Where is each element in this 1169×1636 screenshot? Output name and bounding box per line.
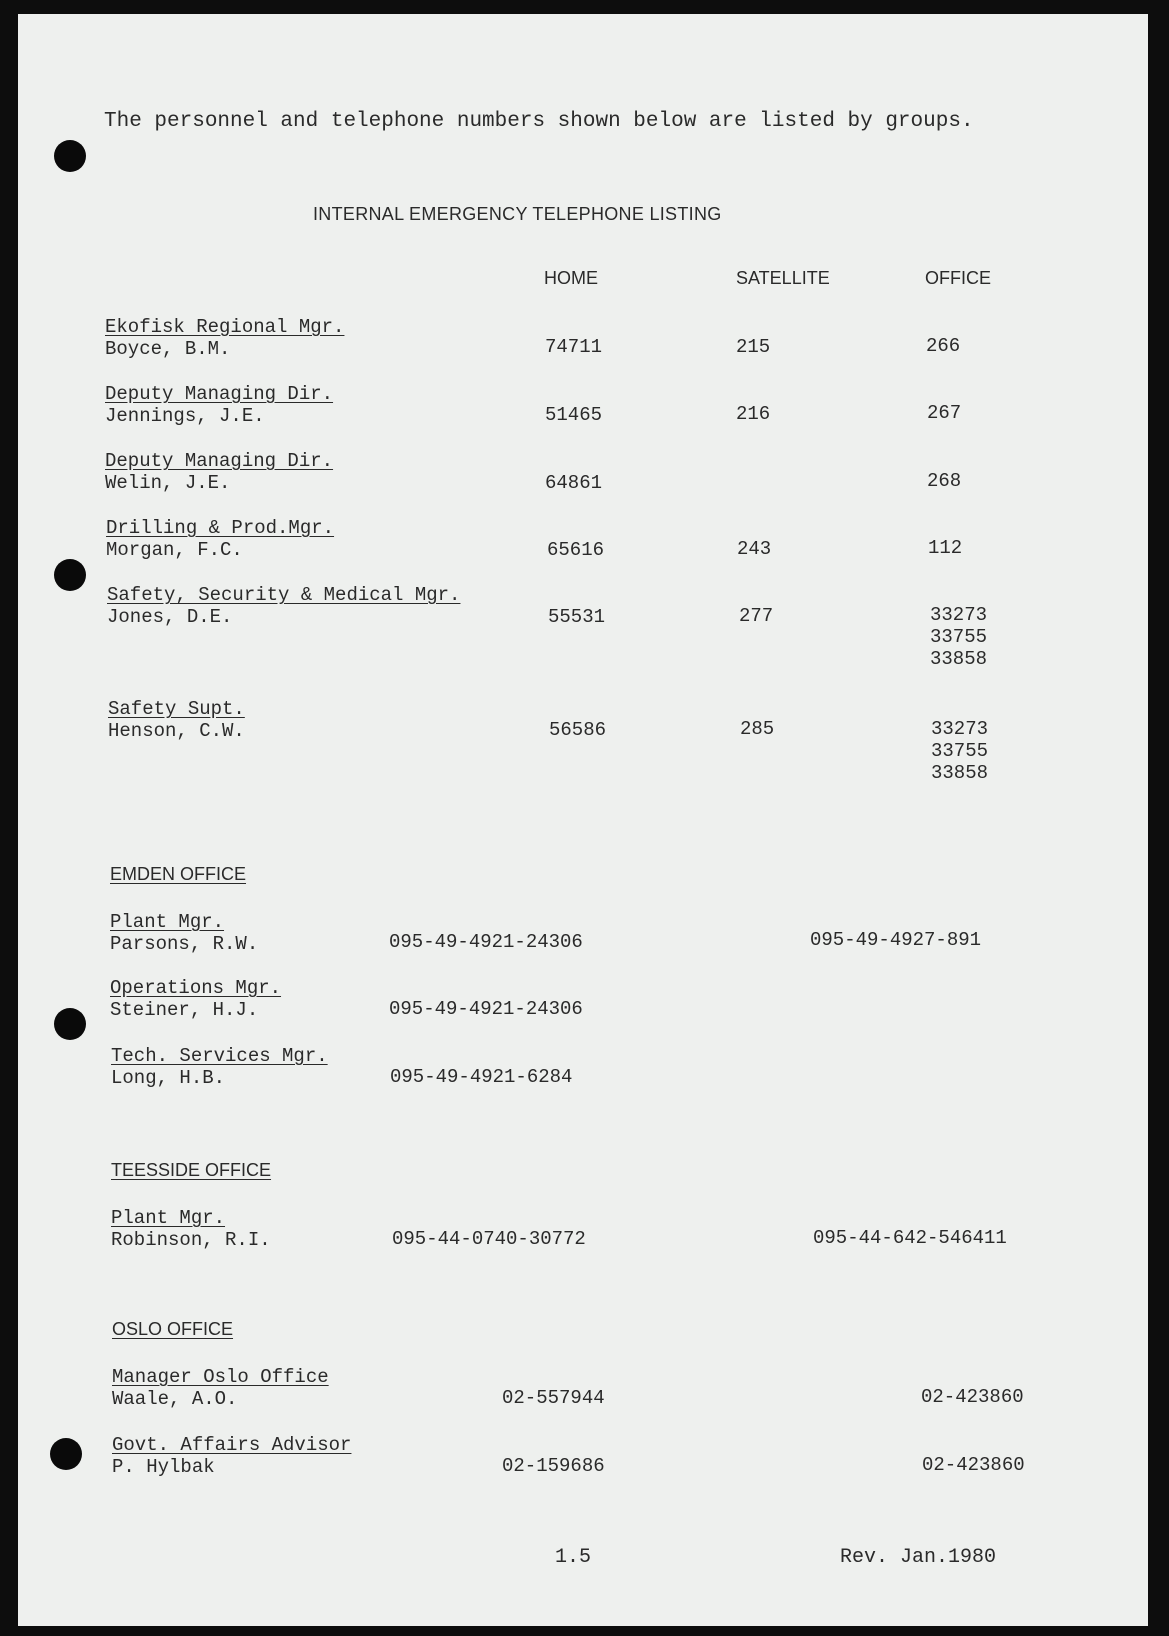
revision-date: Rev. Jan.1980 <box>840 1546 997 1569</box>
entry-name: Henson, C.W. <box>108 720 245 742</box>
entry-role: Deputy Managing Dir. <box>105 383 334 405</box>
home-number: 095-49-4921-24306 <box>389 931 583 953</box>
intro-text: The personnel and telephone numbers shown below are listed by groups. <box>104 110 974 133</box>
office-number: 33273 <box>931 718 989 740</box>
column-header-home: HOME <box>544 268 598 288</box>
entry-name: Welin, J.E. <box>105 472 231 494</box>
entry-role: Tech. Services Mgr. <box>111 1045 328 1067</box>
binder-hole <box>54 1008 86 1040</box>
office-number: 33273 <box>930 604 988 626</box>
satellite-number: 216 <box>736 403 771 425</box>
entry-name: Steiner, H.J. <box>110 999 259 1021</box>
satellite-number: 243 <box>737 538 772 560</box>
home-number: 65616 <box>547 539 605 561</box>
office-number: 02-423860 <box>921 1386 1024 1408</box>
home-number: 095-44-0740-30772 <box>392 1228 586 1250</box>
entry-role: Safety, Security & Medical Mgr. <box>107 584 461 606</box>
home-number: 74711 <box>545 336 603 358</box>
binder-hole <box>54 559 86 591</box>
office-number: 095-44-642-546411 <box>813 1227 1007 1249</box>
satellite-number: 215 <box>736 336 771 358</box>
page-number: 1.5 <box>555 1546 592 1569</box>
home-number: 56586 <box>549 719 607 741</box>
office-number: 33755 <box>930 626 988 648</box>
entry-role: Drilling & Prod.Mgr. <box>106 517 335 539</box>
document-page <box>18 14 1148 1626</box>
office-number: 02-423860 <box>922 1454 1025 1476</box>
section-heading-emden: EMDEN OFFICE <box>110 864 247 884</box>
satellite-number: 285 <box>740 718 775 740</box>
entry-role: Safety Supt. <box>108 698 245 720</box>
entry-role: Operations Mgr. <box>110 977 282 999</box>
office-number: 33858 <box>931 762 989 784</box>
section-heading-oslo: OSLO OFFICE <box>112 1319 234 1339</box>
entry-name: Robinson, R.I. <box>111 1229 271 1251</box>
home-number: 095-49-4921-24306 <box>389 998 583 1020</box>
home-number: 095-49-4921-6284 <box>390 1066 573 1088</box>
office-number: 33858 <box>930 648 988 670</box>
office-number: 268 <box>927 470 962 492</box>
column-header-office: OFFICE <box>925 268 991 288</box>
entry-role: Govt. Affairs Advisor <box>112 1434 352 1456</box>
binder-hole <box>54 140 86 172</box>
binder-hole <box>50 1438 82 1470</box>
entry-name: Jones, D.E. <box>107 606 233 628</box>
entry-role: Plant Mgr. <box>111 1207 226 1229</box>
page-title: INTERNAL EMERGENCY TELEPHONE LISTING <box>313 204 722 224</box>
office-number: 267 <box>927 402 962 424</box>
office-number-list <box>931 718 988 784</box>
entry-name: Parsons, R.W. <box>110 933 259 955</box>
home-number: 51465 <box>545 404 603 426</box>
entry-role: Manager Oslo Office <box>112 1366 329 1388</box>
entry-name: Morgan, F.C. <box>106 539 243 561</box>
home-number: 02-557944 <box>502 1387 605 1409</box>
entry-role: Deputy Managing Dir. <box>105 450 334 472</box>
home-number: 02-159686 <box>502 1455 605 1477</box>
entry-name: Waale, A.O. <box>112 1388 238 1410</box>
satellite-number: 277 <box>739 605 774 627</box>
entry-name: Long, H.B. <box>111 1067 226 1089</box>
column-header-satellite: SATELLITE <box>736 268 830 288</box>
office-number: 112 <box>928 537 963 559</box>
home-number: 55531 <box>548 606 606 628</box>
office-number-list <box>930 604 987 670</box>
office-number: 33755 <box>931 740 989 762</box>
entry-name: Boyce, B.M. <box>105 338 231 360</box>
section-heading-teesside: TEESSIDE OFFICE <box>111 1160 272 1180</box>
office-number: 095-49-4927-891 <box>810 929 982 951</box>
office-number: 266 <box>926 335 961 357</box>
entry-role: Plant Mgr. <box>110 911 225 933</box>
entry-name: Jennings, J.E. <box>105 405 265 427</box>
home-number: 64861 <box>545 472 603 494</box>
entry-name: P. Hylbak <box>112 1456 215 1478</box>
entry-role: Ekofisk Regional Mgr. <box>105 316 345 338</box>
